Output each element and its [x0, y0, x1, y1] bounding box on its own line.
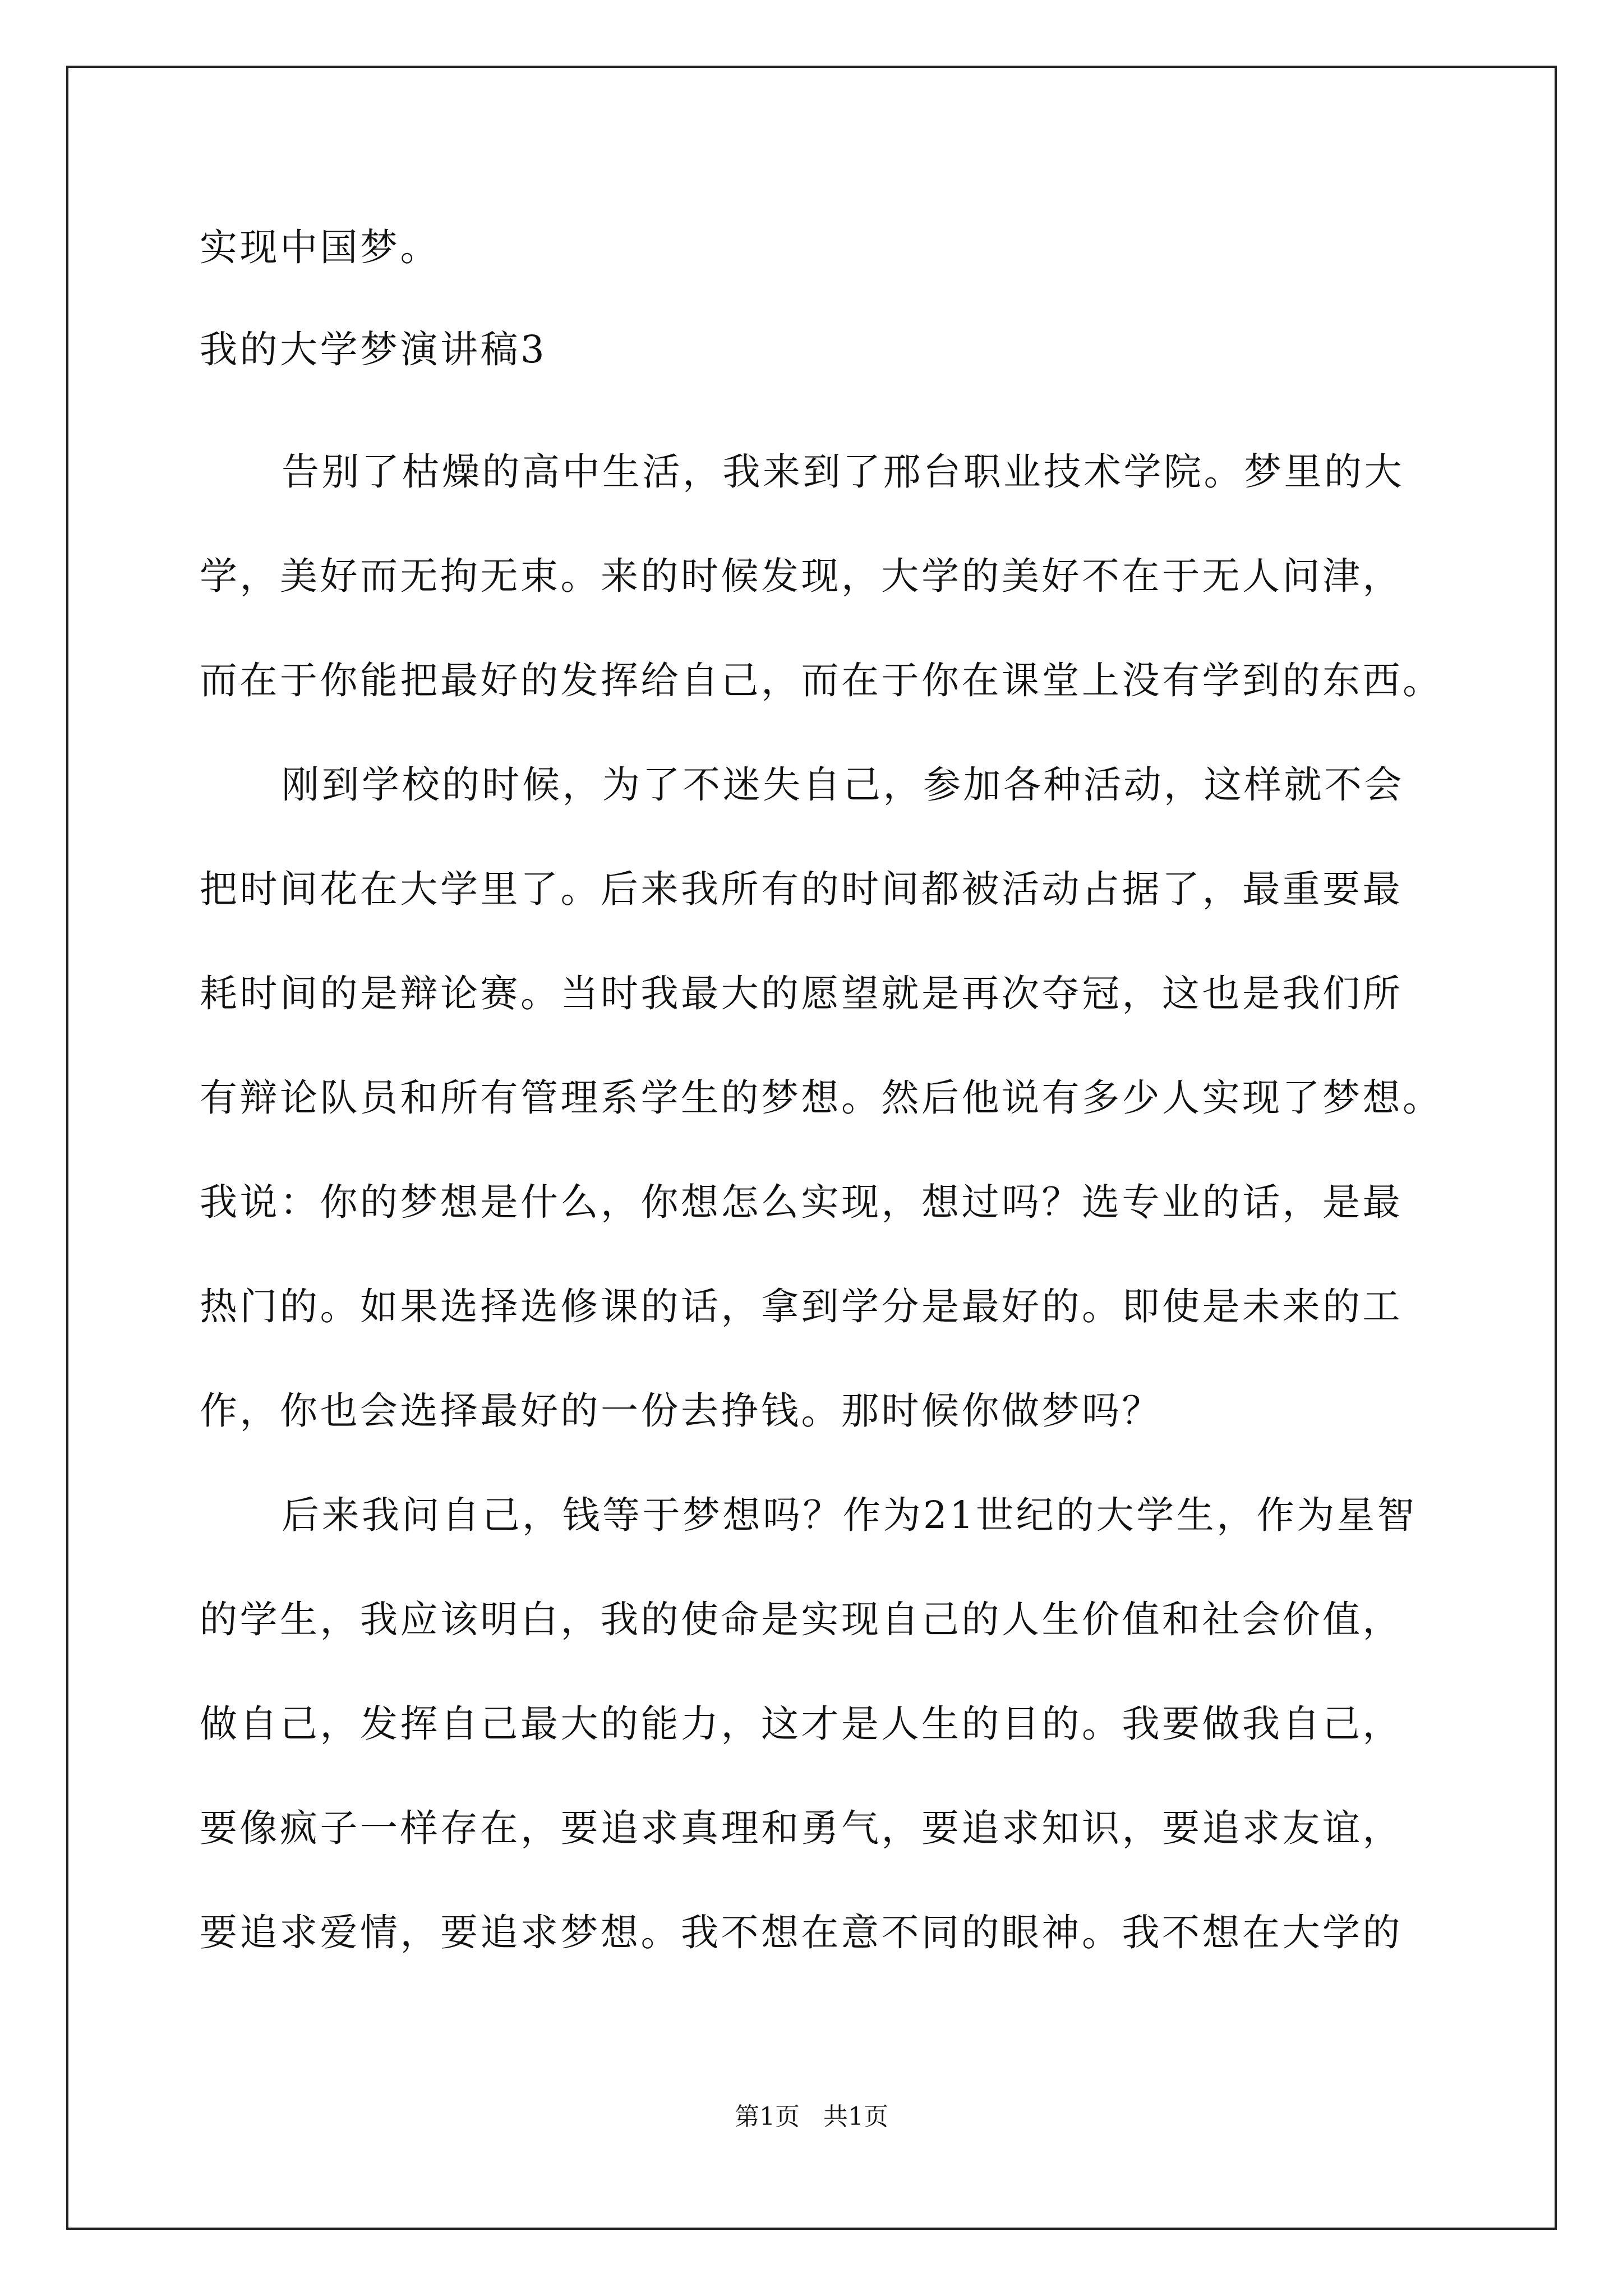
text-line: 我说：你的梦想是什么，你想怎么实现，想过吗？选专业的话，是最: [200, 1180, 1403, 1224]
text-line: 学，美好而无拘无束。来的时候发现，大学的美好不在于无人问津，: [200, 554, 1403, 598]
text-line: 刚到学校的时候，为了不迷失自己，参加各种活动，这样就不会: [282, 763, 1404, 807]
text-line: 热门的。如果选择选修课的话，拿到学分是最好的。即使是未来的工: [200, 1285, 1403, 1328]
text-line: 要追求爱情，要追求梦想。我不想在意不同的眼神。我不想在大学的: [200, 1911, 1403, 1954]
text-line: 告别了枯燥的高中生活，我来到了邢台职业技术学院。梦里的大: [282, 450, 1404, 494]
text-line: 把时间花在大学里了。后来我所有的时间都被活动占据了，最重要最: [200, 867, 1403, 911]
page-border: [66, 66, 1557, 2230]
text-line: 而在于你能把最好的发挥给自己，而在于你在课堂上没有学到的东西。: [200, 659, 1443, 702]
text-line: 实现中国梦。: [200, 226, 440, 269]
text-line: 作，你也会选择最好的一份去挣钱。那时候你做梦吗？: [200, 1389, 1162, 1433]
page-footer: 第1页 共1页: [735, 2102, 888, 2131]
section-heading: 我的大学梦演讲稿3: [200, 328, 547, 371]
text-line: 要像疯子一样存在，要追求真理和勇气，要追求知识，要追求友谊，: [200, 1806, 1403, 1850]
text-line: 耗时间的是辩论赛。当时我最大的愿望就是再次夺冠，这也是我们所: [200, 972, 1403, 1015]
text-line: 有辩论队员和所有管理系学生的梦想。然后他说有多少人实现了梦想。: [200, 1076, 1443, 1120]
text-line: 后来我问自己，钱等于梦想吗？作为21世纪的大学生，作为星智: [282, 1493, 1417, 1537]
text-line: 做自己，发挥自己最大的能力，这才是人生的目的。我要做我自己，: [200, 1702, 1403, 1746]
text-line: 的学生，我应该明白，我的使命是实现自己的人生价值和社会价值，: [200, 1598, 1403, 1641]
